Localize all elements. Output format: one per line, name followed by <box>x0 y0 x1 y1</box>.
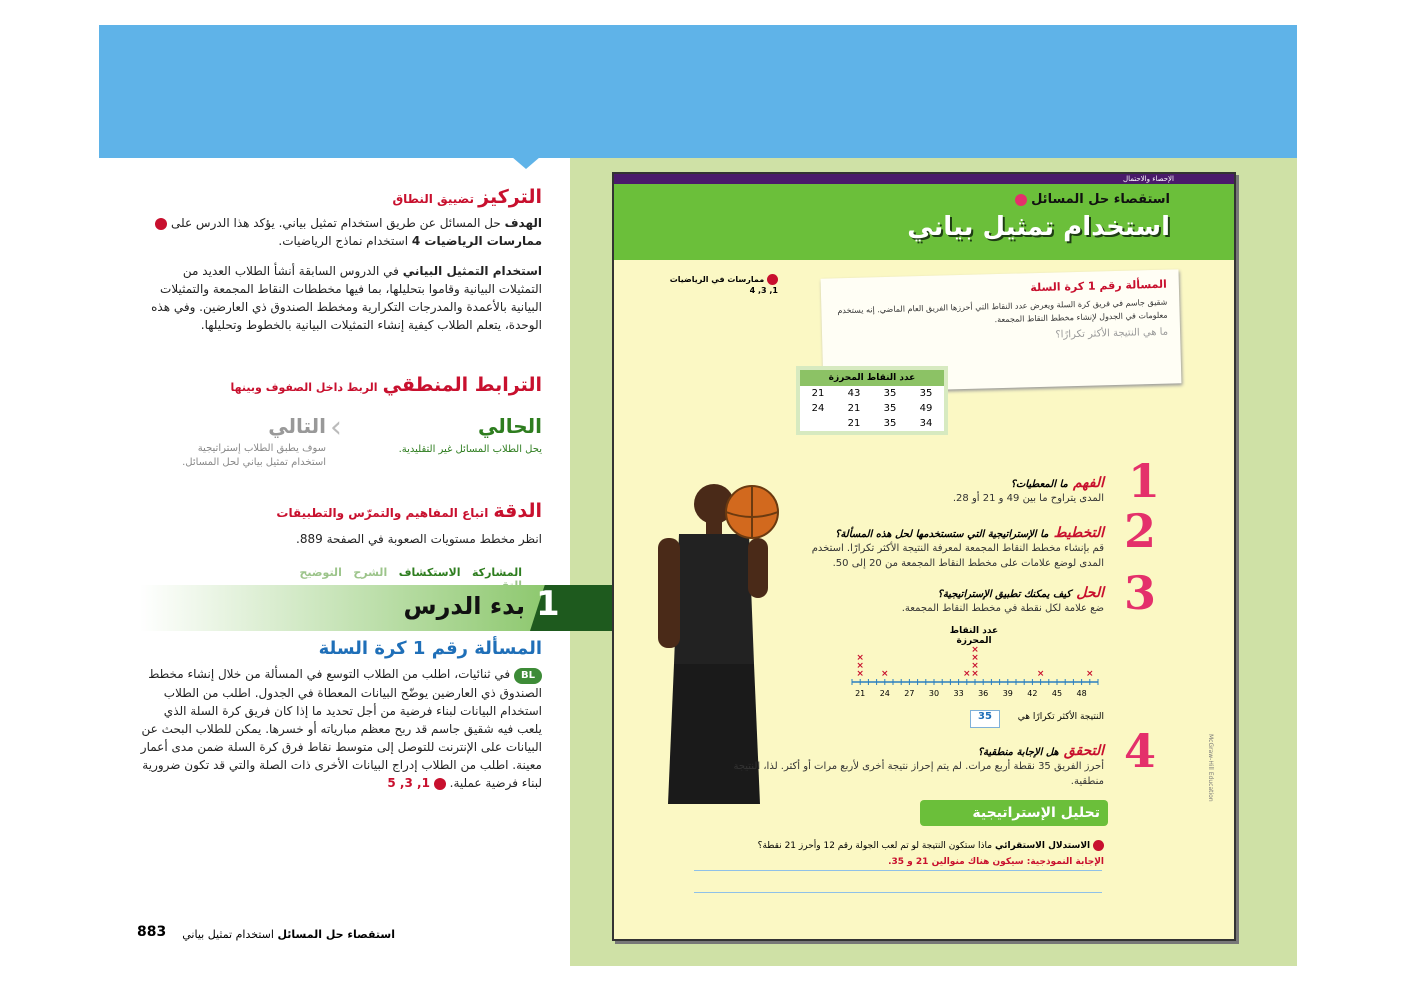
coherence-title: الترابط المنطقي <box>382 374 542 396</box>
step-explore: الاستكشاف <box>398 566 461 579</box>
practice-icon <box>155 218 167 230</box>
step2-text: قم بإنشاء مخطط النقاط المجمعة لمعرفة النتيجة الأكثر تكرارًا. استخدم المدى لوضع علامات على مخطط النقاط المجمعة من 20 إلى 50. <box>811 543 1104 569</box>
practices-text: استخدام نماذج الرياضيات. <box>278 234 409 248</box>
problem-refs: 1, 3, 5 <box>387 776 430 790</box>
launch-number: 1 <box>536 584 560 624</box>
step4-title: التحقق <box>1063 743 1104 759</box>
chevron-left-icon: ‹ <box>330 410 342 445</box>
focus-subtitle: تضييق النطاق <box>392 192 474 206</box>
answer-box: 35 <box>970 710 1000 728</box>
plot-x-mark: × <box>971 645 979 655</box>
focus-section <box>140 186 542 334</box>
step-number-2: 2 <box>1124 504 1157 558</box>
step-understand <box>794 472 1104 506</box>
table-title: عدد النقاط المحرزة <box>800 370 944 386</box>
step2-title: التخطيط <box>1053 525 1104 541</box>
plot-tick-label: 36 <box>978 689 989 698</box>
plot-tick-label: 30 <box>928 689 940 698</box>
next-label: التالي <box>268 414 326 438</box>
page-footer <box>180 928 395 941</box>
table-row: 34 35 21 <box>847 418 933 429</box>
practice-icon <box>1015 194 1027 206</box>
problem-section <box>140 638 542 792</box>
answer-rule-line <box>694 892 1102 893</box>
table-grid <box>800 386 944 431</box>
plot-tick-label: 27 <box>904 689 915 698</box>
plot-tick-label: 48 <box>1076 689 1087 698</box>
points-table <box>796 366 948 435</box>
step-solve <box>794 582 1104 616</box>
strand-label: الإحصاء والاحتمال <box>1122 175 1174 183</box>
student-title: استخدام تمثيل بياني <box>907 212 1170 242</box>
step-explain: الشرح <box>353 566 388 579</box>
step3-title: الحل <box>1076 585 1104 601</box>
problem-text: في ثنائيات، اطلب من الطلاب التوسع في المسألة من خلال إنشاء مخطط الصندوق ذي العارضين يوضّح البيانات المعطاة في الجدول. اطلب من الطلاب استخدام البيانات لبناء فرضية من أجل تحديد ما إذا كان فريق كرة السلة الذي يلعب فيه شقيق جاسم قد ربح معظم مبارياته أو خسرها. يمكن للطلاب البحث عن البيانات على الإنترنت للتوصل إلى متوسط نقاط فرق كرة السلة ضمن مدى أعمار معينة. اطلب من الطلاب إدراج البيانات الأخرى ذات الصلة والتي قد تكون ضرورية لبناء فرضية عملية. <box>140 667 542 790</box>
plot-tick-label: 21 <box>855 689 866 698</box>
student-page <box>612 172 1236 941</box>
plot-x-mark: × <box>971 653 979 663</box>
plot-x-mark: × <box>881 669 889 679</box>
now-text: يحل الطلاب المسائل غير التقليدية. <box>398 444 542 455</box>
reasoning-block <box>694 838 1104 870</box>
plot-tick-label: 42 <box>1027 689 1038 698</box>
rigor-subtitle: اتباع المفاهيم والتمرّس والتطبيقات <box>276 506 489 520</box>
footer-chapter: استقصاء حل المسائل <box>277 928 395 941</box>
top-banner <box>99 25 1297 158</box>
step3-text: ضع علامة لكل نقطة في مخطط النقاط المجمعة. <box>901 603 1104 614</box>
step4-question: هل الإجابة منطقية؟ <box>977 747 1059 758</box>
step1-title: الفهم <box>1072 475 1104 491</box>
table-row: 49 35 21 24 <box>811 403 933 414</box>
plot-tick-label: 39 <box>1002 689 1013 698</box>
rigor-title: الدقة <box>493 500 542 522</box>
plot-x-mark: × <box>963 669 971 679</box>
practice-icon <box>434 778 446 790</box>
goal-text: حل المسائل عن طريق استخدام تمثيل بياني. يؤكد هذا الدرس على <box>170 216 501 230</box>
plot-tick-label: 33 <box>953 689 964 698</box>
now-label: الحالي <box>477 414 542 438</box>
graph-use-text: في الدروس السابقة أنشأ الطلاب العديد من التمثيلات البيانية وقاموا بتحليلها، بما فيها مخططات النقاط المجمعة والتمثيلات البيانية بالأعمدة والمدرجات التكرارية ومخطط الصندوق ذي العارضين. وفي هذه الوحدة، يتعلم الطلاب كيفية إنشاء التمثيلات البيانية بالخطوط وتحليلها. <box>151 264 542 332</box>
goal-label: الهدف <box>504 216 542 230</box>
step-number-1: 1 <box>1128 454 1161 508</box>
graph-use-label: استخدام التمثيل البياني <box>402 264 542 278</box>
problem-title: المسألة رقم 1 كرة السلة <box>318 638 542 659</box>
plot-x-mark: × <box>856 669 864 679</box>
answer-label: النتيجة الأكثر تكرارًا هي <box>1017 712 1104 722</box>
practice-icon <box>1093 840 1104 851</box>
step-number-4: 4 <box>1124 724 1157 778</box>
next-block <box>166 414 326 470</box>
step1-text: المدى يتراوح ما بين 49 و 21 أو 28. <box>952 493 1104 504</box>
reasoning-text: ماذا ستكون النتيجة لو تم لعب الجولة رقم 12 وأحرز 21 نقطة؟ <box>757 841 993 851</box>
step3-question: كيف يمكنك تطبيق الإستراتيجية؟ <box>937 589 1072 600</box>
side-credit: McGraw-Hill Education <box>1207 734 1214 802</box>
plot-x-mark: × <box>971 669 979 679</box>
footer-lesson: استخدام تمثيل بياني <box>182 928 274 941</box>
step-engage: المشاركة <box>472 566 522 579</box>
plot-x-mark: × <box>1086 669 1094 679</box>
reasoning-label: الاستدلال الاستقرائي <box>995 841 1091 851</box>
plot-tick-label: 45 <box>1051 689 1063 698</box>
step-check <box>724 740 1104 789</box>
step1-question: ما المعطيات؟ <box>1010 479 1068 490</box>
table-row: 35 35 43 21 <box>811 388 933 399</box>
coherence-section <box>140 374 542 396</box>
plot-tick-label: 24 <box>879 689 890 698</box>
rigor-text: انظر مخطط مستويات الصعوبة في الصفحة 889. <box>296 532 542 546</box>
plot-x-mark: × <box>1036 669 1045 679</box>
bl-badge: BL <box>514 668 542 684</box>
analysis-banner: تحليل الإستراتيجية <box>920 800 1108 826</box>
page-number: 883 <box>137 924 167 940</box>
answer-rule-line <box>694 870 1102 871</box>
investigation-label: استقصاء حل المسائل <box>914 192 1170 207</box>
plot-x-mark: × <box>971 661 979 671</box>
problem-question: ما هي النتيجة الأكثر تكرارًا؟ <box>1055 326 1169 341</box>
step4-text: أحرز الفريق 35 نقطة أربع مرات. لم يتم إحراز نتيجة أخرى لأربع مرات أو أكثر. لذا، النتيجة منطقية. <box>733 761 1104 787</box>
focus-title: التركيز <box>478 186 542 208</box>
banner-notch <box>512 157 540 169</box>
practices-tag: ممارسات في الرياضيات 1, 3, 4 <box>669 275 778 295</box>
plot-x-mark: × <box>856 653 864 663</box>
practice-icon <box>767 274 778 285</box>
plot-x-mark: × <box>856 661 864 671</box>
launch-title: بدء الدرس <box>403 592 525 620</box>
sample-answer: الإجابة النموذجية: سيكون هناك منوالين 21 و 35. <box>888 857 1104 867</box>
plot-title: عدد النقاط المحرزة <box>949 626 999 646</box>
rigor-section <box>140 500 542 548</box>
coherence-subtitle: الربط داخل الصفوف وبينها <box>230 381 378 394</box>
next-text: سوف يطبق الطلاب إستراتيجية استخدام تمثيل بياني لحل المسائل. <box>182 443 326 468</box>
practices-label: ممارسات الرياضيات 4 <box>411 234 542 248</box>
step-plan <box>794 522 1104 571</box>
step-elaborate: التوضيح <box>299 566 342 579</box>
problem-card-text: شقيق جاسم في فريق كرة السلة ويعرض عدد النقاط التي أحرزها الفريق العام الماضي. إنه يستخدم معلومات في الجدول لإنشاء مخطط النقاط المجمعة. <box>837 297 1168 325</box>
now-block <box>378 414 542 455</box>
step-number-3: 3 <box>1124 566 1157 620</box>
line-plot <box>840 640 1110 700</box>
step2-question: ما الإستراتيجية التي ستستخدمها لحل هذه المسألة؟ <box>835 529 1049 540</box>
problem-card-title: المسألة رقم 1 كرة السلة <box>1030 277 1168 295</box>
